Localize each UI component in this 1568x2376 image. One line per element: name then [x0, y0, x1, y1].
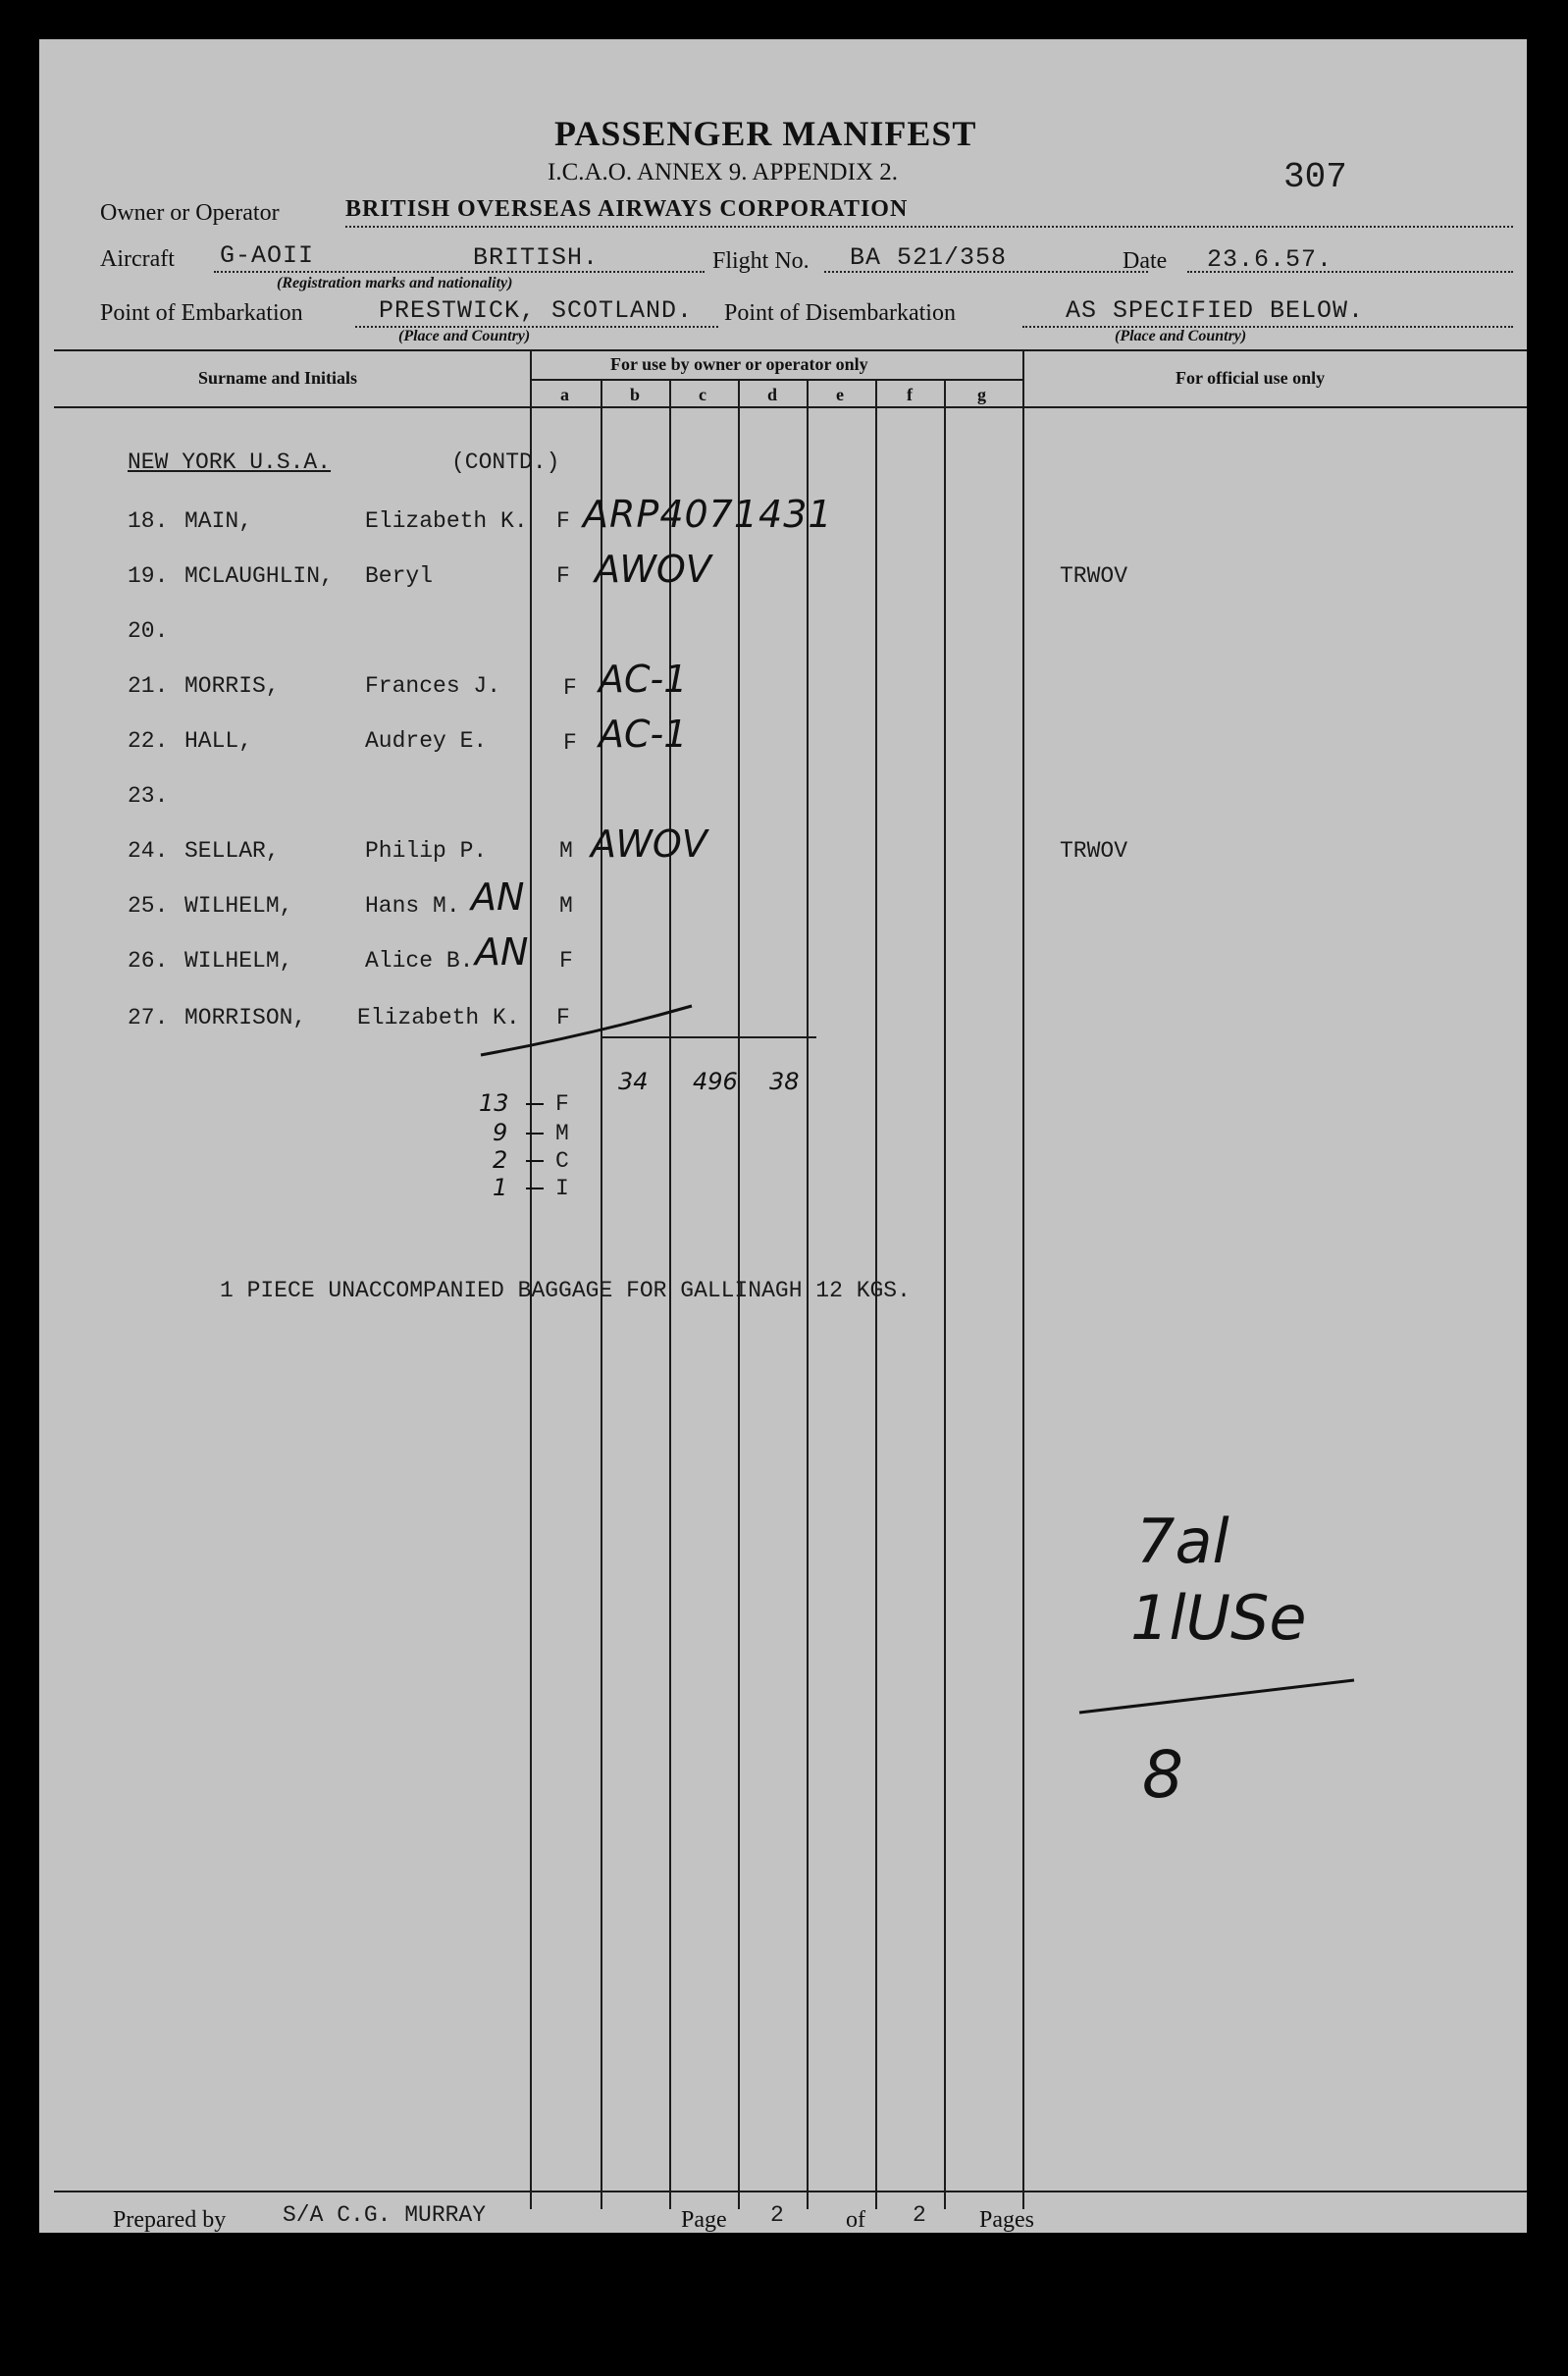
- footer-rule: [54, 2191, 1527, 2192]
- page-subtitle: I.C.A.O. ANNEX 9. APPENDIX 2.: [548, 159, 898, 185]
- margin-note-line-2: 1lUSe: [1130, 1582, 1307, 1654]
- page-number: 2: [770, 2202, 784, 2228]
- count-number: 1: [493, 1174, 508, 1201]
- passenger-number: 22.: [128, 728, 169, 754]
- margin-note-divider: [1070, 1668, 1364, 1727]
- owner-label: Owner or Operator: [100, 200, 280, 226]
- count-dash: [526, 1103, 544, 1105]
- page-label: Page: [681, 2207, 727, 2233]
- passenger-number: 25.: [128, 893, 169, 919]
- owner-value: BRITISH OVERSEAS AIRWAYS CORPORATION: [345, 196, 1513, 228]
- handwritten-annotation: AC-1: [599, 713, 688, 756]
- baggage-note: 1 PIECE UNACCOMPANIED BAGGAGE FOR GALLINAGH 12 KGS.: [220, 1278, 911, 1303]
- count-dash: [526, 1188, 544, 1189]
- owner-use-divider: [530, 379, 1022, 381]
- totals-rule: [602, 1036, 816, 1038]
- margin-note-line-1: 7al: [1136, 1505, 1229, 1577]
- date-label: Date: [1123, 248, 1168, 274]
- page-reference-number: 307: [1283, 157, 1347, 197]
- passenger-given-names: Audrey E.: [365, 728, 488, 754]
- passenger-given-names: Alice B.: [365, 948, 474, 974]
- handwritten-annotation: AWOV: [595, 548, 711, 591]
- official-use-entry: TRWOV: [1060, 563, 1128, 589]
- total-column-d: 38: [769, 1068, 800, 1095]
- embarkation-value: PRESTWICK, SCOTLAND.: [379, 296, 694, 325]
- count-code: I: [555, 1176, 569, 1201]
- table-top-rule: [54, 349, 1527, 351]
- passenger-sex: F: [556, 508, 570, 534]
- prepared-by-value: S/A C.G. MURRAY: [283, 2202, 487, 2228]
- embarkation-note: (Place and Country): [398, 328, 531, 344]
- column-header-official: For official use only: [1176, 368, 1326, 388]
- column-letter-c: c: [699, 385, 706, 404]
- manifest-page: [39, 39, 1527, 2233]
- passenger-number: 27.: [128, 1005, 169, 1030]
- aircraft-nationality: BRITISH.: [473, 243, 600, 272]
- passenger-given-names: Elizabeth K.: [365, 508, 528, 534]
- passenger-sex: F: [556, 1005, 570, 1030]
- continued-marker: (CONTD.): [451, 449, 560, 475]
- margin-note-line-3: 8: [1142, 1737, 1183, 1813]
- total-column-c: 496: [693, 1068, 738, 1095]
- count-number: 9: [493, 1119, 508, 1146]
- aircraft-label: Aircraft: [100, 246, 175, 272]
- embarkation-label: Point of Embarkation: [100, 300, 303, 326]
- pages-label: Pages: [979, 2207, 1034, 2233]
- column-letter-g: g: [977, 385, 986, 404]
- column-header-owner-use: For use by owner or operator only: [610, 354, 868, 374]
- column-rule-g: [944, 379, 946, 2209]
- column-letter-f: f: [907, 385, 913, 404]
- passenger-number: 20.: [128, 618, 169, 644]
- passenger-given-names: Philip P.: [365, 838, 488, 864]
- count-code: M: [555, 1121, 569, 1146]
- column-letter-a: a: [560, 385, 569, 404]
- count-number: 13: [479, 1089, 509, 1117]
- date-value: 23.6.57.: [1207, 245, 1333, 274]
- prepared-by-label: Prepared by: [113, 2207, 227, 2233]
- passenger-surname: MAIN,: [184, 508, 253, 534]
- passenger-sex: F: [556, 563, 570, 589]
- page-title: PASSENGER MANIFEST: [554, 114, 977, 153]
- passenger-surname: MORRISON,: [184, 1005, 307, 1030]
- column-letter-b: b: [630, 385, 641, 404]
- passenger-surname: HALL,: [184, 728, 253, 754]
- passenger-number: 18.: [128, 508, 169, 534]
- column-header-surname: Surname and Initials: [198, 368, 358, 388]
- passenger-sex: M: [559, 838, 573, 864]
- passenger-surname: MORRIS,: [184, 673, 280, 699]
- disembarkation-dotted-line: [1022, 326, 1513, 328]
- passenger-surname: WILHELM,: [184, 948, 293, 974]
- handwritten-strike-line: [471, 996, 706, 1075]
- disembarkation-value: AS SPECIFIED BELOW.: [1066, 296, 1365, 325]
- flight-label: Flight No.: [712, 248, 810, 274]
- handwritten-annotation: ARP4071431: [583, 493, 833, 536]
- handwritten-annotation: AC-1: [599, 658, 688, 701]
- aircraft-registration: G-AOII: [220, 241, 315, 270]
- passenger-number: 26.: [128, 948, 169, 974]
- handwritten-annotation: AWOV: [591, 822, 707, 866]
- passenger-given-names: Elizabeth K.: [357, 1005, 520, 1030]
- count-dash: [526, 1133, 544, 1135]
- count-code: F: [555, 1091, 569, 1117]
- aircraft-note: (Registration marks and nationality): [277, 275, 513, 291]
- of-label: of: [846, 2207, 865, 2233]
- aircraft-dotted-line: [214, 271, 705, 273]
- page-total: 2: [913, 2202, 926, 2228]
- passenger-number: 19.: [128, 563, 169, 589]
- passenger-sex: F: [563, 730, 577, 756]
- passenger-number: 24.: [128, 838, 169, 864]
- passenger-surname: WILHELM,: [184, 893, 293, 919]
- column-letter-d: d: [767, 385, 778, 404]
- destination-heading: NEW YORK U.S.A.: [128, 449, 332, 475]
- count-dash: [526, 1160, 544, 1162]
- total-column-b: 34: [618, 1068, 649, 1095]
- passenger-given-names: Hans M.: [365, 893, 460, 919]
- column-letter-e: e: [836, 385, 844, 404]
- official-use-entry: TRWOV: [1060, 838, 1128, 864]
- passenger-given-names: Frances J.: [365, 673, 501, 699]
- passenger-sex: F: [563, 675, 577, 701]
- passenger-surname: SELLAR,: [184, 838, 280, 864]
- disembarkation-label: Point of Disembarkation: [724, 300, 956, 326]
- flight-number: BA 521/358: [850, 243, 1008, 272]
- disembarkation-note: (Place and Country): [1115, 328, 1247, 344]
- count-code: C: [555, 1148, 569, 1174]
- table-header-rule: [54, 406, 1527, 408]
- handwritten-annotation: AN: [471, 875, 525, 919]
- passenger-given-names: Beryl: [365, 563, 434, 589]
- passenger-sex: F: [559, 948, 573, 974]
- passenger-number: 23.: [128, 783, 169, 809]
- passenger-sex: M: [559, 893, 573, 919]
- count-number: 2: [493, 1146, 508, 1174]
- column-rule-official: [1022, 349, 1024, 2209]
- passenger-surname: MCLAUGHLIN,: [184, 563, 334, 589]
- passenger-number: 21.: [128, 673, 169, 699]
- handwritten-annotation: AN: [475, 930, 529, 974]
